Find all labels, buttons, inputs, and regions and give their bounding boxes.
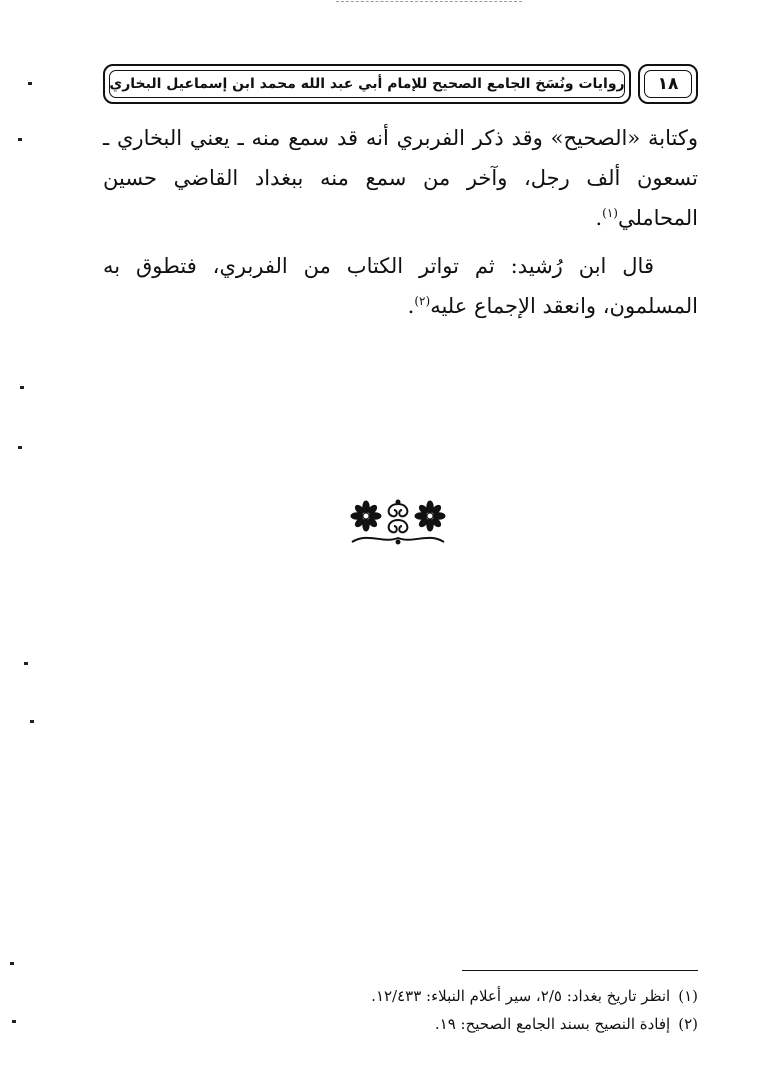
top-rule <box>336 1 522 2</box>
paragraph-2-end: . <box>407 294 415 318</box>
footnote-1 <box>103 982 698 1010</box>
footnote-2-text: إفادة النصيح بسند الجامع الصحيح: ١٩. <box>434 1015 671 1033</box>
paragraph-2-text: قال ابن رُشيد: ثم تواتر الكتاب من الفربري، فتطوق به المسلمون، وانعقد الإجماع عليه <box>103 254 698 318</box>
paragraph-1 <box>103 118 698 238</box>
footnote-1-number: (١) <box>678 987 698 1005</box>
footnotes <box>103 982 698 1038</box>
margin-speck <box>24 662 28 665</box>
running-title: روايات ونُسَخ الجامع الصحيح للإمام أبي عبد الله محمد ابن إسماعيل البخاري <box>109 76 625 92</box>
paragraph-1-text: وكتابة «الصحيح» وقد ذكر الفربري أنه قد سمع منه ـ يعني البخاري ـ تسعون ألف رجل، وآخر من سمع منه ببغداد القاضي حسين المحاملي <box>103 126 698 230</box>
page-header <box>103 64 698 106</box>
footnote-ref-2: (٢) <box>414 294 431 308</box>
page-number: ١٨ <box>657 74 679 94</box>
margin-speck <box>20 386 24 389</box>
footnote-2-number: (٢) <box>678 1015 698 1033</box>
margin-speck <box>30 720 34 723</box>
margin-speck <box>18 446 22 449</box>
paragraph-2 <box>103 246 698 326</box>
footnote-separator <box>462 970 698 971</box>
footnote-ref-1: (١) <box>602 206 618 220</box>
footnote-2 <box>103 1010 698 1038</box>
footnote-1-text: انظر تاريخ بغداد: ٢/٥، سير أعلام النبلاء: ١٢/٤٣٣. <box>371 987 671 1005</box>
margin-speck <box>12 1020 16 1023</box>
paragraph-1-end: . <box>595 206 603 230</box>
margin-speck <box>28 82 32 85</box>
main-text <box>103 118 698 334</box>
margin-speck <box>10 962 14 965</box>
running-title-frame <box>103 64 631 104</box>
margin-speck <box>18 138 22 141</box>
floral-ornament-icon <box>348 498 448 548</box>
page-number-frame <box>638 64 698 104</box>
